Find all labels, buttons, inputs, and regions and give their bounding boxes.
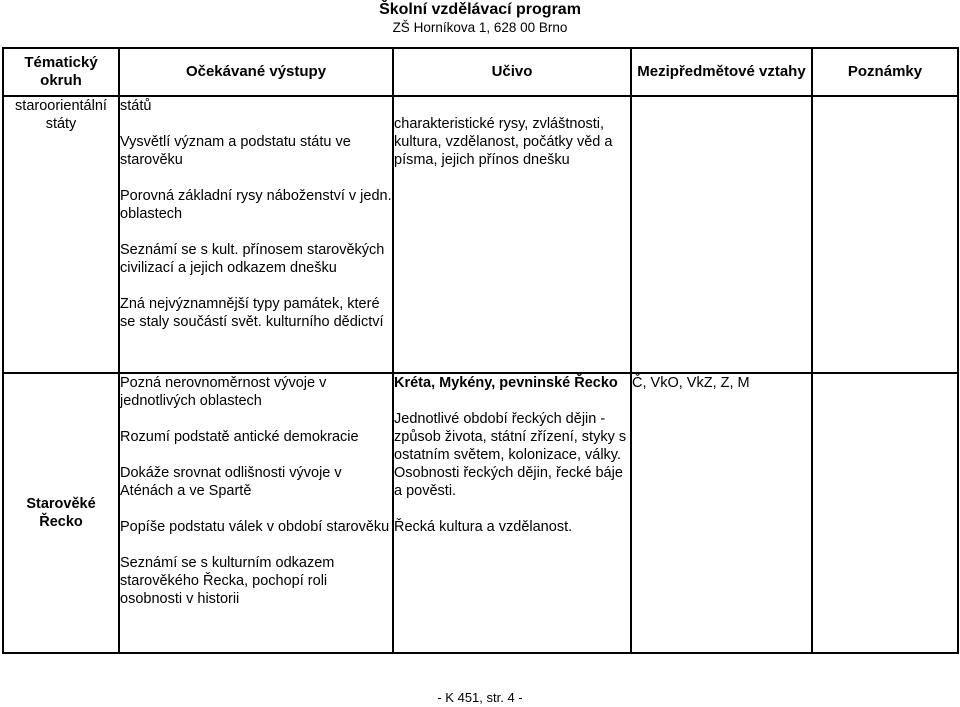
outcome-item: Seznámí se s kulturním odkazem starověkého Řecka, pochopí roli osobnosti v historii	[120, 555, 335, 607]
header-outcomes: Očekávané výstupy	[119, 48, 393, 96]
curriculum-table	[2, 47, 959, 654]
outcomes-cell	[119, 96, 393, 373]
cross-curricular-cell: Č, VkO, VkZ, Z, M	[631, 373, 812, 653]
topic-cell: Starověké Řecko	[3, 373, 119, 653]
curriculum-text: charakteristické rysy, zvláštnosti, kultura, vzdělanost, počátky věd a písma, jejich přínos dnešku	[394, 116, 613, 168]
topic-cell: staroorientální státy	[3, 96, 119, 373]
curriculum-cell	[393, 96, 631, 373]
outcome-item: Dokáže srovnat odlišnosti vývoje v Aténách a ve Spartě	[120, 465, 342, 499]
curriculum-text: Řecká kultura a vzdělanost.	[394, 519, 573, 535]
outcome-item: Rozumí podstatě antické demokracie	[120, 429, 359, 445]
outcome-item: Seznámí se s kult. přínosem starověkých civilizací a jejich odkazem dnešku	[120, 242, 385, 276]
curriculum-heading: Kréta, Mykény, pevninské Řecko	[394, 375, 618, 391]
page-number: - K 451, str. 4 -	[437, 690, 523, 705]
curriculum-text: Jednotlivé období řeckých dějin - způsob života, státní zřízení, styky s ostatním světem, kolonizace, války. Osobnosti řeckých dějin, řecké báje a pověsti.	[394, 411, 627, 499]
outcome-item: Pozná nerovnoměrnost vývoje v jednotlivých oblastech	[120, 375, 327, 409]
outcome-item: Popíše podstatu válek v období starověku	[120, 519, 390, 535]
header-curriculum: Učivo	[393, 48, 631, 96]
school-address: ZŠ Horníkova 1, 628 00 Brno	[392, 20, 568, 35]
notes-cell	[812, 373, 958, 653]
outcome-item: Vysvětlí význam a podstatu státu ve starověku	[120, 134, 351, 168]
table-header-row	[3, 48, 958, 96]
notes-cell	[812, 96, 958, 373]
header-topic: Tématický okruh	[3, 48, 119, 96]
cross-curricular-cell	[631, 96, 812, 373]
table-row	[3, 96, 958, 373]
outcome-item: Porovná základní rysy náboženství v jedn. oblastech	[120, 188, 392, 222]
outcomes-cell	[119, 373, 393, 653]
table-row	[3, 373, 958, 653]
outcome-item: Zná nejvýznamnější typy památek, které se staly součástí svět. kulturního dědictví	[120, 296, 384, 330]
outcome-item: států	[120, 98, 152, 114]
document-title: Školní vzdělávací program	[379, 1, 581, 18]
curriculum-cell	[393, 373, 631, 653]
header-cross-curricular: Mezipředmětové vztahy	[631, 48, 812, 96]
header-notes: Poznámky	[812, 48, 958, 96]
